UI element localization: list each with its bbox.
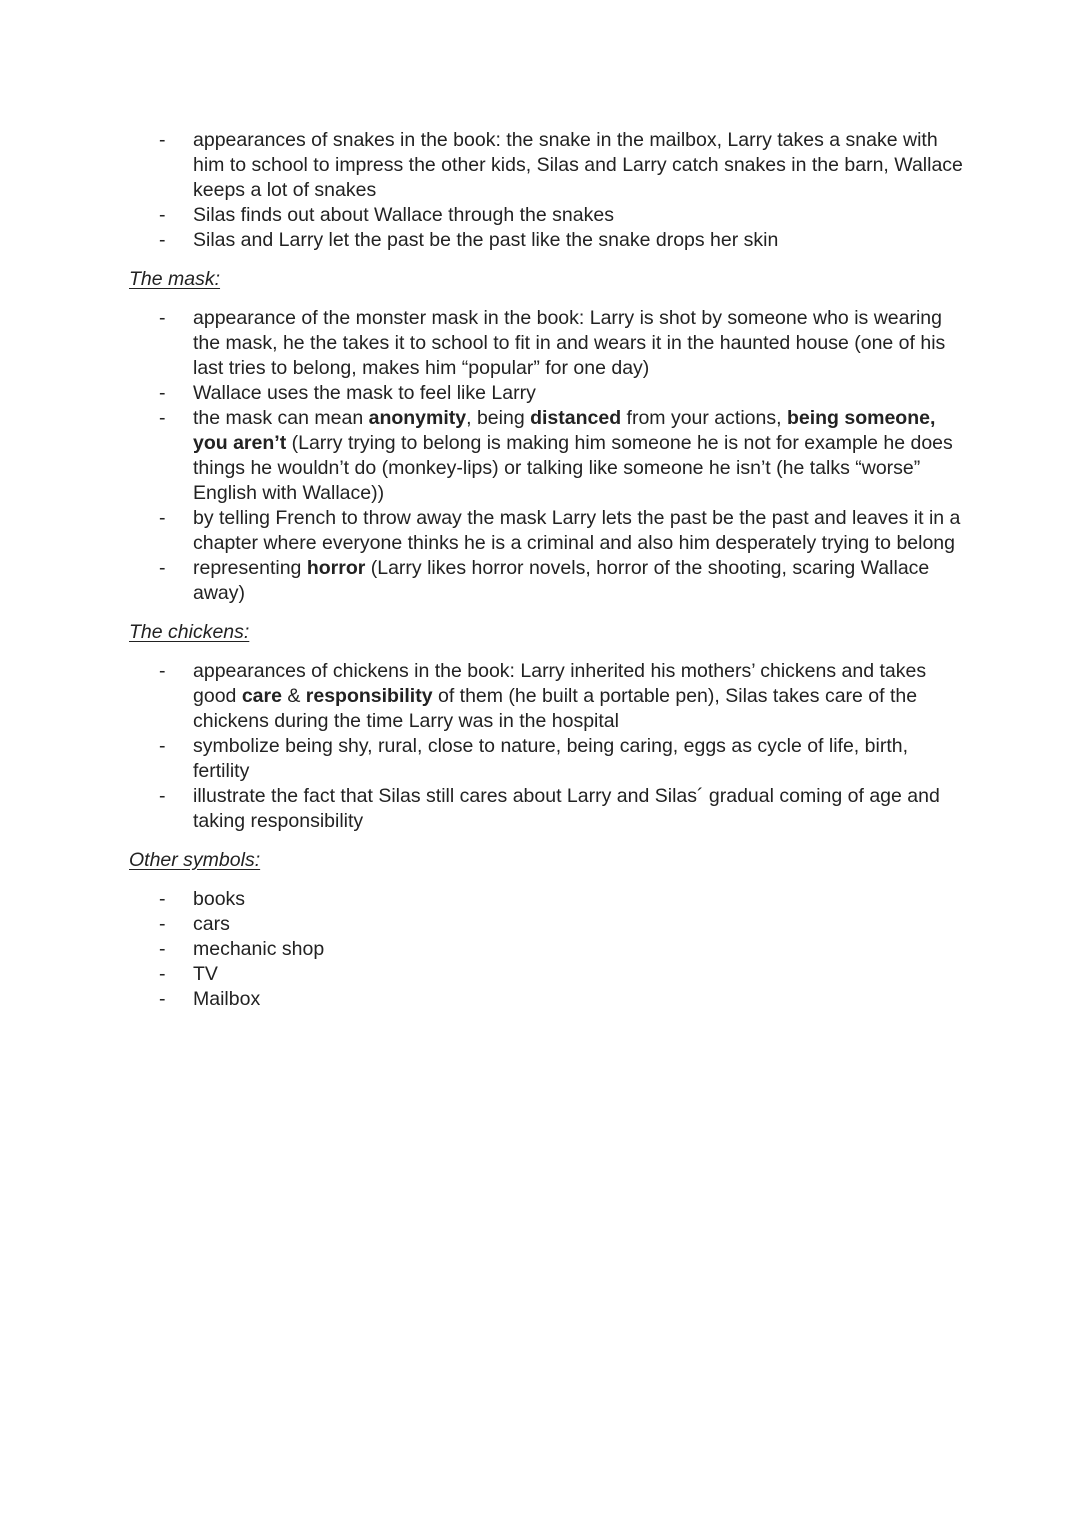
list-item	[159, 128, 963, 203]
list-item	[159, 734, 963, 784]
list-item	[159, 987, 963, 1012]
bullet-dash: -	[159, 913, 166, 935]
list-item	[159, 306, 963, 381]
snakes-list	[0, 128, 1080, 253]
bullet-dash: -	[159, 507, 166, 529]
item-text: TV	[193, 963, 218, 985]
mask-section	[0, 267, 1080, 606]
item-text: &	[281, 685, 306, 707]
item-text: symbolize being shy, rural, close to nature, being caring, eggs as cycle of life, birth, fertility	[193, 735, 908, 782]
mask-list	[0, 306, 1080, 606]
item-text: appearances of chickens in the book: Larry inherited his mothers’ chickens and takes good	[193, 660, 927, 707]
list-item	[159, 784, 963, 834]
snakes-section	[0, 128, 1080, 253]
bullet-dash: -	[159, 129, 166, 151]
bullet-dash: -	[159, 307, 166, 329]
item-text: books	[193, 888, 246, 910]
list-item	[159, 228, 963, 253]
item-text: Silas finds out about Wallace through the snakes	[193, 204, 614, 226]
section-heading: Other symbols:	[129, 849, 261, 871]
bullet-dash: -	[159, 382, 166, 404]
list-item	[159, 659, 963, 734]
item-text: appearances of snakes in the book: the snake in the mailbox, Larry takes a snake with him to school to impress the other kids, Silas and Larry catch snakes in the barn, Wallace keeps a lot of snakes	[193, 129, 963, 201]
item-text: the mask can mean	[193, 407, 369, 429]
section-heading: The chickens:	[129, 621, 250, 643]
bold-term: distanced	[530, 407, 622, 429]
bullet-dash: -	[159, 785, 166, 807]
bullet-dash: -	[159, 938, 166, 960]
document-page	[0, 128, 1080, 1012]
bold-term: being someone, you aren’t	[193, 407, 936, 454]
bullet-dash: -	[159, 963, 166, 985]
list-item	[159, 506, 963, 556]
item-text: representing	[193, 557, 307, 579]
item-text: of them (he built a portable pen), Silas takes care of the chickens during the time Larry was in the hospital	[193, 685, 918, 732]
item-text: Mailbox	[193, 988, 261, 1010]
list-item	[159, 937, 963, 962]
other-symbols-list	[0, 887, 1080, 1012]
bold-term: responsibility	[305, 685, 433, 707]
bold-term: anonymity	[368, 407, 467, 429]
other-symbols-section	[0, 848, 1080, 1012]
list-item	[159, 556, 963, 606]
bullet-dash: -	[159, 407, 166, 429]
list-item	[159, 381, 963, 406]
item-text: (Larry likes horror novels, horror of the shooting, scaring Wallace away)	[193, 557, 930, 604]
chickens-section	[0, 620, 1080, 834]
item-text: (Larry trying to belong is making him someone he is not for example he does things he wouldn’t do (monkey-lips) or talking like someone he isn’t (he talks “worse” English with Wallace))	[193, 432, 953, 504]
bullet-dash: -	[159, 988, 166, 1010]
section-heading: The mask:	[129, 268, 221, 290]
item-text: , being	[466, 407, 531, 429]
item-text: mechanic shop	[193, 938, 325, 960]
bullet-dash: -	[159, 229, 166, 251]
chickens-list	[0, 659, 1080, 834]
bullet-dash: -	[159, 888, 166, 910]
bullet-dash: -	[159, 204, 166, 226]
list-item	[159, 406, 963, 506]
list-item	[159, 887, 963, 912]
bullet-dash: -	[159, 735, 166, 757]
bullet-dash: -	[159, 660, 166, 682]
bullet-dash: -	[159, 557, 166, 579]
list-item	[159, 912, 963, 937]
item-text: appearance of the monster mask in the book: Larry is shot by someone who is wearing the mask, he the takes it to school to fit in and wears it in the haunted house (one of his last tries to belong, makes him “popular” for one day)	[193, 307, 946, 379]
item-text: from your actions,	[621, 407, 787, 429]
bold-term: horror	[306, 557, 366, 579]
list-item	[159, 203, 963, 228]
item-text: illustrate the fact that Silas still cares about Larry and Silas´ gradual coming of age and taking responsibility	[193, 785, 940, 832]
item-text: cars	[193, 913, 230, 935]
item-text: Silas and Larry let the past be the past like the snake drops her skin	[193, 229, 779, 251]
list-item	[159, 962, 963, 987]
item-text: by telling French to throw away the mask Larry lets the past be the past and leaves it in a chapter where everyone thinks he is a criminal and also him desperately trying to belong	[193, 507, 961, 554]
item-text: Wallace uses the mask to feel like Larry	[193, 382, 536, 404]
bold-term: care	[241, 685, 282, 707]
